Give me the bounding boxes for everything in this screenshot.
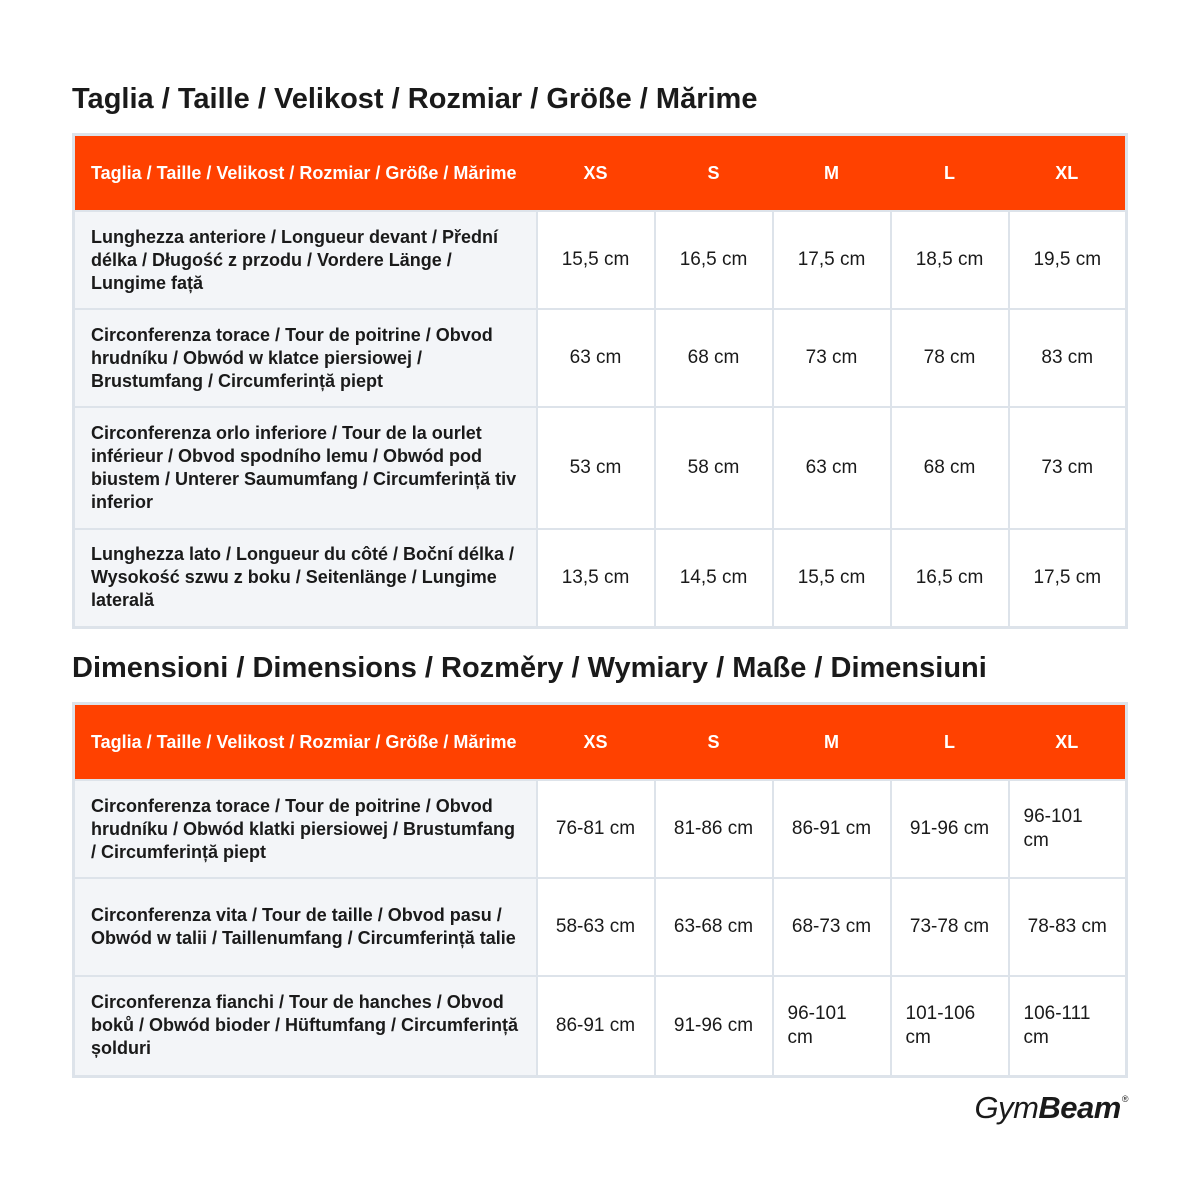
dimension-table-header-row [74,704,1127,781]
table-cell: 53 cm [537,407,655,529]
gymbeam-logo [974,1090,1128,1126]
dimension-header-xl: XL [1009,704,1127,781]
table-cell: 76-81 cm [537,780,655,878]
logo-text-bold: Beam [1038,1090,1121,1125]
table-cell: 68 cm [891,407,1009,529]
dimension-table [72,702,1128,1078]
dimension-section-title: Dimensioni / Dimensions / Rozměry / Wymiary / Maße / Dimensiuni [72,652,987,684]
table-cell: 101-106 cm [891,976,1009,1076]
table-row [74,976,1127,1076]
size-header-xl: XL [1009,135,1127,212]
table-cell: 13,5 cm [537,529,655,627]
table-cell: 63 cm [537,309,655,407]
row-label: Circonferenza orlo inferiore / Tour de la ourlet inférieur / Obvod spodního lemu / Obwód pod biustem / Unterer Saumumfang / Circumferință tiv inferior [74,407,537,529]
dimension-header-l: L [891,704,1009,781]
registered-mark: ® [1121,1094,1128,1104]
size-table-header-row [74,135,1127,212]
table-cell: 73-78 cm [891,878,1009,976]
table-cell: 91-96 cm [655,976,773,1076]
table-row [74,878,1127,976]
table-cell: 86-91 cm [537,976,655,1076]
table-cell: 15,5 cm [537,211,655,309]
size-header-l: L [891,135,1009,212]
size-header-m: M [773,135,891,212]
table-cell: 17,5 cm [1009,529,1127,627]
table-cell: 16,5 cm [891,529,1009,627]
size-header-s: S [655,135,773,212]
table-cell: 15,5 cm [773,529,891,627]
table-cell: 63 cm [773,407,891,529]
table-cell: 91-96 cm [891,780,1009,878]
table-cell: 19,5 cm [1009,211,1127,309]
table-cell: 68-73 cm [773,878,891,976]
table-cell: 16,5 cm [655,211,773,309]
table-cell: 96-101 cm [1009,780,1127,878]
table-row [74,529,1127,627]
table-cell: 18,5 cm [891,211,1009,309]
row-label: Circonferenza vita / Tour de taille / Obvod pasu / Obwód w talii / Taillenumfang / Circumferință talie [74,878,537,976]
table-cell: 73 cm [1009,407,1127,529]
table-cell: 17,5 cm [773,211,891,309]
table-row [74,211,1127,309]
table-cell: 83 cm [1009,309,1127,407]
table-cell: 78-83 cm [1009,878,1127,976]
table-cell: 96-101 cm [773,976,891,1076]
table-cell: 58-63 cm [537,878,655,976]
table-cell: 78 cm [891,309,1009,407]
dimension-header-m: M [773,704,891,781]
size-section-title: Taglia / Taille / Velikost / Rozmiar / Größe / Mărime [72,83,758,115]
size-table [72,133,1128,629]
row-label: Circonferenza fianchi / Tour de hanches / Obvod boků / Obwód bioder / Hüftumfang / Circumferință șolduri [74,976,537,1076]
table-cell: 73 cm [773,309,891,407]
row-label: Circonferenza torace / Tour de poitrine / Obvod hrudníku / Obwód klatki piersiowej / Brustumfang / Circumferință piept [74,780,537,878]
size-table-header-label: Taglia / Taille / Velikost / Rozmiar / Größe / Mărime [74,135,537,212]
row-label: Lunghezza lato / Longueur du côté / Boční délka / Wysokość szwu z boku / Seitenlänge / Lungime laterală [74,529,537,627]
table-row [74,309,1127,407]
table-cell: 86-91 cm [773,780,891,878]
logo-text-light: Gym [974,1090,1039,1125]
table-cell: 14,5 cm [655,529,773,627]
size-header-xs: XS [537,135,655,212]
table-cell: 81-86 cm [655,780,773,878]
dimension-table-header-label: Taglia / Taille / Velikost / Rozmiar / Größe / Mărime [74,704,537,781]
row-label: Circonferenza torace / Tour de poitrine / Obvod hrudníku / Obwód w klatce piersiowej / Brustumfang / Circumferință piept [74,309,537,407]
row-label: Lunghezza anteriore / Longueur devant / Přední délka / Długość z przodu / Vordere Länge / Lungime față [74,211,537,309]
table-cell: 63-68 cm [655,878,773,976]
table-cell: 106-111 cm [1009,976,1127,1076]
table-cell: 68 cm [655,309,773,407]
table-row [74,780,1127,878]
dimension-header-s: S [655,704,773,781]
dimension-header-xs: XS [537,704,655,781]
table-cell: 58 cm [655,407,773,529]
table-row [74,407,1127,529]
